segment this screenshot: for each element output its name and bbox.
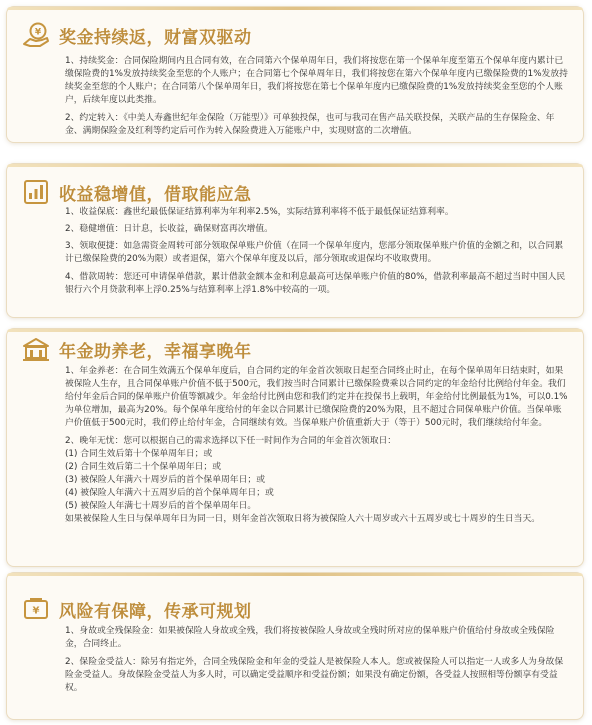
list-item: (3) 被保险人年满六十周岁后的首个保单周年日；或 — [65, 475, 265, 485]
section-header — [21, 593, 252, 625]
paragraph: 1、年金养老：在合同生效满五个保单年度后，自合同约定的年金首次领取日起至合同终止时止，在每个保单周年日结束时，如果被保险人生存，且合同保单账户价值不低于500元，我们按当时合同累计已缴保险费乘以合同约定的年金给付比例给付年金。我们给付年金后合同的保单账户价值等额减少。年金给付比例由您和我们约定并在投保书上载明，年金给付比例最低为1%，可以0.1%为单位增加，最高为20%。每个保单年度给付的年金以合同累计已缴保险费的20%为限，且不超过合同保单账户价值。当保单账户价值低于500元时，我们停止给付年金，合同继续有效。当保单账户价值重新大于（等于）500元时，我们继续给付年金。 — [65, 366, 568, 428]
paragraph: 1、身故或全残保险金：如果被保险人身故或全残，我们将按被保险人身故或全残时所对应的保单账户价值给付身故或全残保险金，合同终止。 — [65, 626, 555, 649]
paragraph: 2、保险金受益人：除另有指定外，合同全残保险金和年金的受益人是被保险人本人。您或被保险人可以指定一人或多人为身故保险金受益人。身故保险金受益人为多人时，可以确定受益顺序和受益份额；如果没有确定份额，各受益人按照相等份额享有受益权。 — [65, 657, 564, 693]
paragraph: 2、晚年无忧：您可以根据自己的需求选择以下任一时间作为合同的年金首次领取日： — [65, 436, 397, 446]
paragraph: 2、约定转入：《中美人寿鑫世纪年金保险（万能型）》可单独投保，也可与我司在售产品关联投保，关联产品的生存保险金、年金、满期保险金及红利等约定后可作为转入保险费进入万能账户中，实现财富的二次增值。 — [65, 113, 555, 136]
section-body — [65, 55, 569, 143]
section-body — [65, 206, 569, 302]
list-item: (4) 被保险人年满六十五周岁后的首个保单周年日；或 — [65, 488, 274, 498]
paragraph: 1、收益保底：鑫世纪最低保证结算利率为年利率2.5%，实际结算利率将不低于最低保证结算利率。 — [65, 207, 454, 217]
safe-box-icon — [21, 595, 51, 623]
paragraph: 2、稳健增值：日计息，长收益，确保财富再次增值。 — [65, 224, 273, 234]
section-header — [21, 19, 252, 51]
feature-card-bonus — [6, 6, 584, 143]
section-body — [65, 625, 569, 700]
paragraph: 1、持续奖金：合同保险期间内且合同有效，在合同第六个保单周年日，我们将按您在第一个保单年度至第五个保单年度内累计已缴保险费的1%发放持续奖金至您的个人账户；在合同第七个保单周年日，我们将按您在第六个保单年度内已缴保险费的1%发放持续奖金至您的个人账户；在合同第八个保单周年日，我们将按您在第七个保单年度内已缴保险费的1%发放持续奖金至您的个人账户，后续年度以此类推。 — [65, 56, 568, 105]
list-item: (5) 被保险人年满七十周岁后的首个保单周年日。 — [65, 501, 257, 511]
coin-hand-icon — [21, 21, 51, 49]
section-title: 奖金持续返，财富双驱动 — [59, 27, 252, 48]
section-body — [65, 365, 569, 526]
list-item: (2) 合同生效后第二十个保单周年日；或 — [65, 462, 222, 472]
section-title: 年金助养老，幸福享晚年 — [59, 341, 252, 362]
section-title: 风险有保障，传承可规划 — [59, 601, 252, 622]
feature-card-annuity — [6, 328, 584, 567]
paragraph: 如果被保险人生日与保单周年日为同一日，则年金首次领取日将为被保险人六十周岁或六十五周岁或七十周岁的生日当天。 — [65, 514, 541, 524]
paragraph: 3、领取便捷：如急需资金周转可部分领取保单账户价值（在同一个保单年度内，您部分领取保单账户价值的金额之和，以合同累计已缴保险费的20%为限）或者退保，第六个保单年度及以后，部分领取或退保均不收取费用。 — [65, 241, 564, 264]
feature-card-protection — [6, 572, 584, 720]
section-header — [21, 333, 252, 365]
feature-card-returns — [6, 163, 584, 318]
growth-chart-icon — [21, 178, 51, 206]
section-header — [21, 176, 252, 208]
list-item: (1) 合同生效后第十个保单周年日；或 — [65, 449, 213, 459]
piggy-bank-icon — [21, 335, 51, 363]
section-title: 收益稳增值，借取能应急 — [59, 184, 252, 205]
svg-text:¥: ¥ — [34, 27, 42, 38]
paragraph: 4、借款周转：您还可申请保单借款，累计借款金额本金和利息最高可达保单账户价值的80%，借款利率最高不超过当时中国人民银行六个月贷款利率上浮0.25%与结算利率上浮1.8%中较高的一项。 — [65, 272, 566, 295]
svg-text:¥: ¥ — [32, 605, 40, 617]
